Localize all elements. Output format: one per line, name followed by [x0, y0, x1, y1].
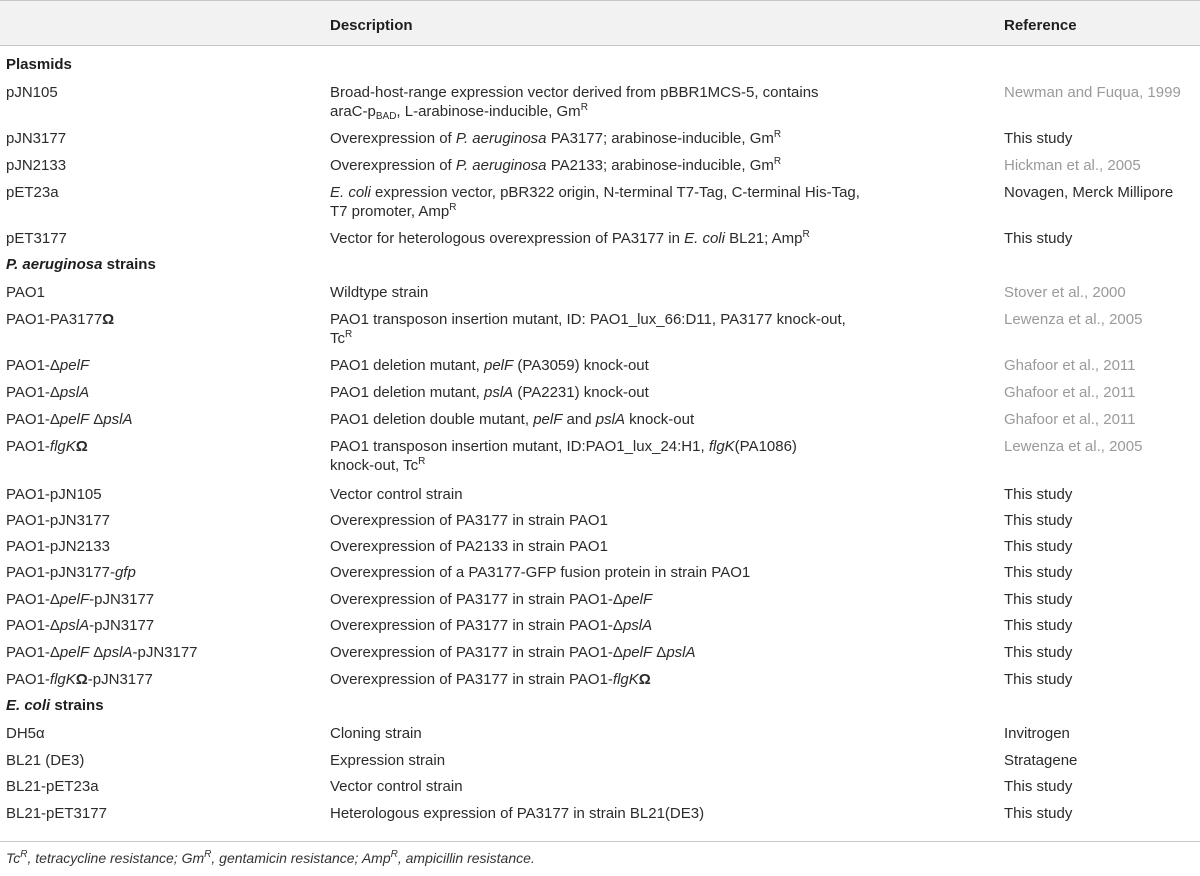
- reference-cell: Ghafoor et al., 2011: [1004, 384, 1136, 401]
- description-cell: Expression strain: [330, 752, 446, 769]
- strain-name: pJN2133: [6, 157, 67, 174]
- strain-name: pJN105: [6, 84, 58, 101]
- description-cell: Vector for heterologous overexpression of PA3177 in E. coli BL21; Amp$^R$: [330, 229, 810, 247]
- description-cell: Wildtype strain: [330, 284, 429, 301]
- strain-name: DH5α: [6, 725, 45, 742]
- reference-cell: This study: [1004, 778, 1073, 795]
- strain-name: PAO1-PA3177Ω: [6, 311, 115, 328]
- strain-name: PAO1-ΔpslA: [6, 384, 90, 401]
- table-header: [0, 0, 1200, 46]
- reference-cell: This study: [1004, 230, 1073, 247]
- strain-name: PAO1: [6, 284, 45, 301]
- description-cell: Overexpression of PA2133 in strain PAO1: [330, 538, 608, 555]
- table-footnote: $Tc^R$, tetracycline resistance; $Gm^R$, gentamicin resistance; Amp$^R$, ampicillin resistance.: [6, 849, 535, 866]
- reference-cell: Ghafoor et al., 2011: [1004, 357, 1136, 374]
- description-cell: Overexpression of PA3177 in strain PAO1-ΔpslA: [330, 617, 653, 634]
- strain-name: PAO1-ΔpelF ΔpslA: [6, 411, 133, 428]
- strain-name: BL21 (DE3): [6, 752, 85, 769]
- reference-cell: This study: [1004, 564, 1073, 581]
- reference-cell: This study: [1004, 805, 1073, 822]
- description-cell: Overexpression of PA3177 in strain PAO1-ΔpelF: [330, 591, 653, 608]
- reference-cell: This study: [1004, 486, 1073, 503]
- strain-name: BL21-pET23a: [6, 778, 99, 795]
- description-cell: Overexpression of P. aeruginosa PA3177; arabinose-inducible, $Gm^R$: [330, 129, 782, 147]
- reference-cell: This study: [1004, 644, 1073, 661]
- strain-name: PAO1-ΔpelF-pJN3177: [6, 591, 155, 608]
- reference-cell: Lewenza et al., 2005: [1004, 438, 1143, 455]
- description-cell: PAO1 transposon insertion mutant, ID: PAO1_lux_66:D11, PA3177 knock-out, $Tc^R$: [330, 311, 846, 347]
- header-reference: Reference: [1004, 17, 1077, 34]
- strain-name: pET3177: [6, 230, 67, 247]
- reference-cell: This study: [1004, 671, 1073, 688]
- reference-cell: This study: [1004, 591, 1073, 608]
- strain-name: PAO1-flgKΩ-pJN3177: [6, 671, 153, 688]
- strain-name: PAO1-pJN105: [6, 486, 102, 503]
- reference-cell: Lewenza et al., 2005: [1004, 311, 1143, 328]
- description-cell: Broad-host-range expression vector derived from pBBR1MCS-5, contains araC-$p_{BAD}$, L-arabinose-inducible, $Gm^R$: [330, 84, 819, 122]
- section-title: P. aeruginosa strains: [6, 256, 156, 273]
- strain-name: pET23a: [6, 184, 59, 201]
- strain-name: PAO1-pJN3177-gfp: [6, 564, 136, 581]
- strain-name: PAO1-flgKΩ: [6, 438, 88, 455]
- section-title: Plasmids: [6, 56, 72, 73]
- reference-cell: Ghafoor et al., 2011: [1004, 411, 1136, 428]
- description-cell: E. coli expression vector, pBR322 origin, N-terminal T7-Tag, C-terminal His-Tag, T7 promoter, Amp$^R$: [330, 184, 860, 220]
- description-cell: PAO1 transposon insertion mutant, ID:PAO1_lux_24:H1, flgK(PA1086) knock-out, $Tc^R$: [330, 438, 797, 474]
- description-cell: Overexpression of PA3177 in strain PAO1-ΔpelF ΔpslA: [330, 644, 696, 661]
- strain-name: BL21-pET3177: [6, 805, 107, 822]
- strain-name: pJN3177: [6, 130, 67, 147]
- reference-cell: This study: [1004, 538, 1073, 555]
- description-cell: PAO1 deletion mutant, pslA (PA2231) knock-out: [330, 384, 649, 401]
- description-cell: Vector control strain: [330, 486, 463, 503]
- section-title: E. coli strains: [6, 697, 104, 714]
- reference-cell: Newman and Fuqua, 1999: [1004, 84, 1181, 101]
- table-bottom-rule: [0, 841, 1200, 842]
- reference-cell: Stratagene: [1004, 752, 1078, 769]
- header-description: Description: [330, 17, 413, 34]
- strain-name: PAO1-ΔpelF ΔpslA-pJN3177: [6, 644, 198, 661]
- description-cell: Vector control strain: [330, 778, 463, 795]
- description-cell: Heterologous expression of PA3177 in strain BL21(DE3): [330, 805, 705, 822]
- strain-name: PAO1-ΔpelF: [6, 357, 90, 374]
- reference-cell: Hickman et al., 2005: [1004, 157, 1141, 174]
- description-cell: PAO1 deletion mutant, pelF (PA3059) knock-out: [330, 357, 649, 374]
- reference-cell: Novagen, Merck Millipore: [1004, 184, 1174, 201]
- description-cell: Overexpression of a PA3177-GFP fusion protein in strain PAO1: [330, 564, 751, 581]
- reference-cell: This study: [1004, 617, 1073, 634]
- strain-name: PAO1-ΔpslA-pJN3177: [6, 617, 155, 634]
- reference-cell: Stover et al., 2000: [1004, 284, 1126, 301]
- description-cell: PAO1 deletion double mutant, pelF and pslA knock-out: [330, 411, 695, 428]
- reference-cell: This study: [1004, 130, 1073, 147]
- description-cell: Cloning strain: [330, 725, 422, 742]
- strain-name: PAO1-pJN2133: [6, 538, 110, 555]
- description-cell: Overexpression of P. aeruginosa PA2133; arabinose-inducible, $Gm^R$: [330, 156, 782, 174]
- description-cell: Overexpression of PA3177 in strain PAO1: [330, 512, 608, 529]
- strain-name: PAO1-pJN3177: [6, 512, 110, 529]
- description-cell: Overexpression of PA3177 in strain PAO1-flgKΩ: [330, 671, 651, 688]
- reference-cell: Invitrogen: [1004, 725, 1070, 742]
- reference-cell: This study: [1004, 512, 1073, 529]
